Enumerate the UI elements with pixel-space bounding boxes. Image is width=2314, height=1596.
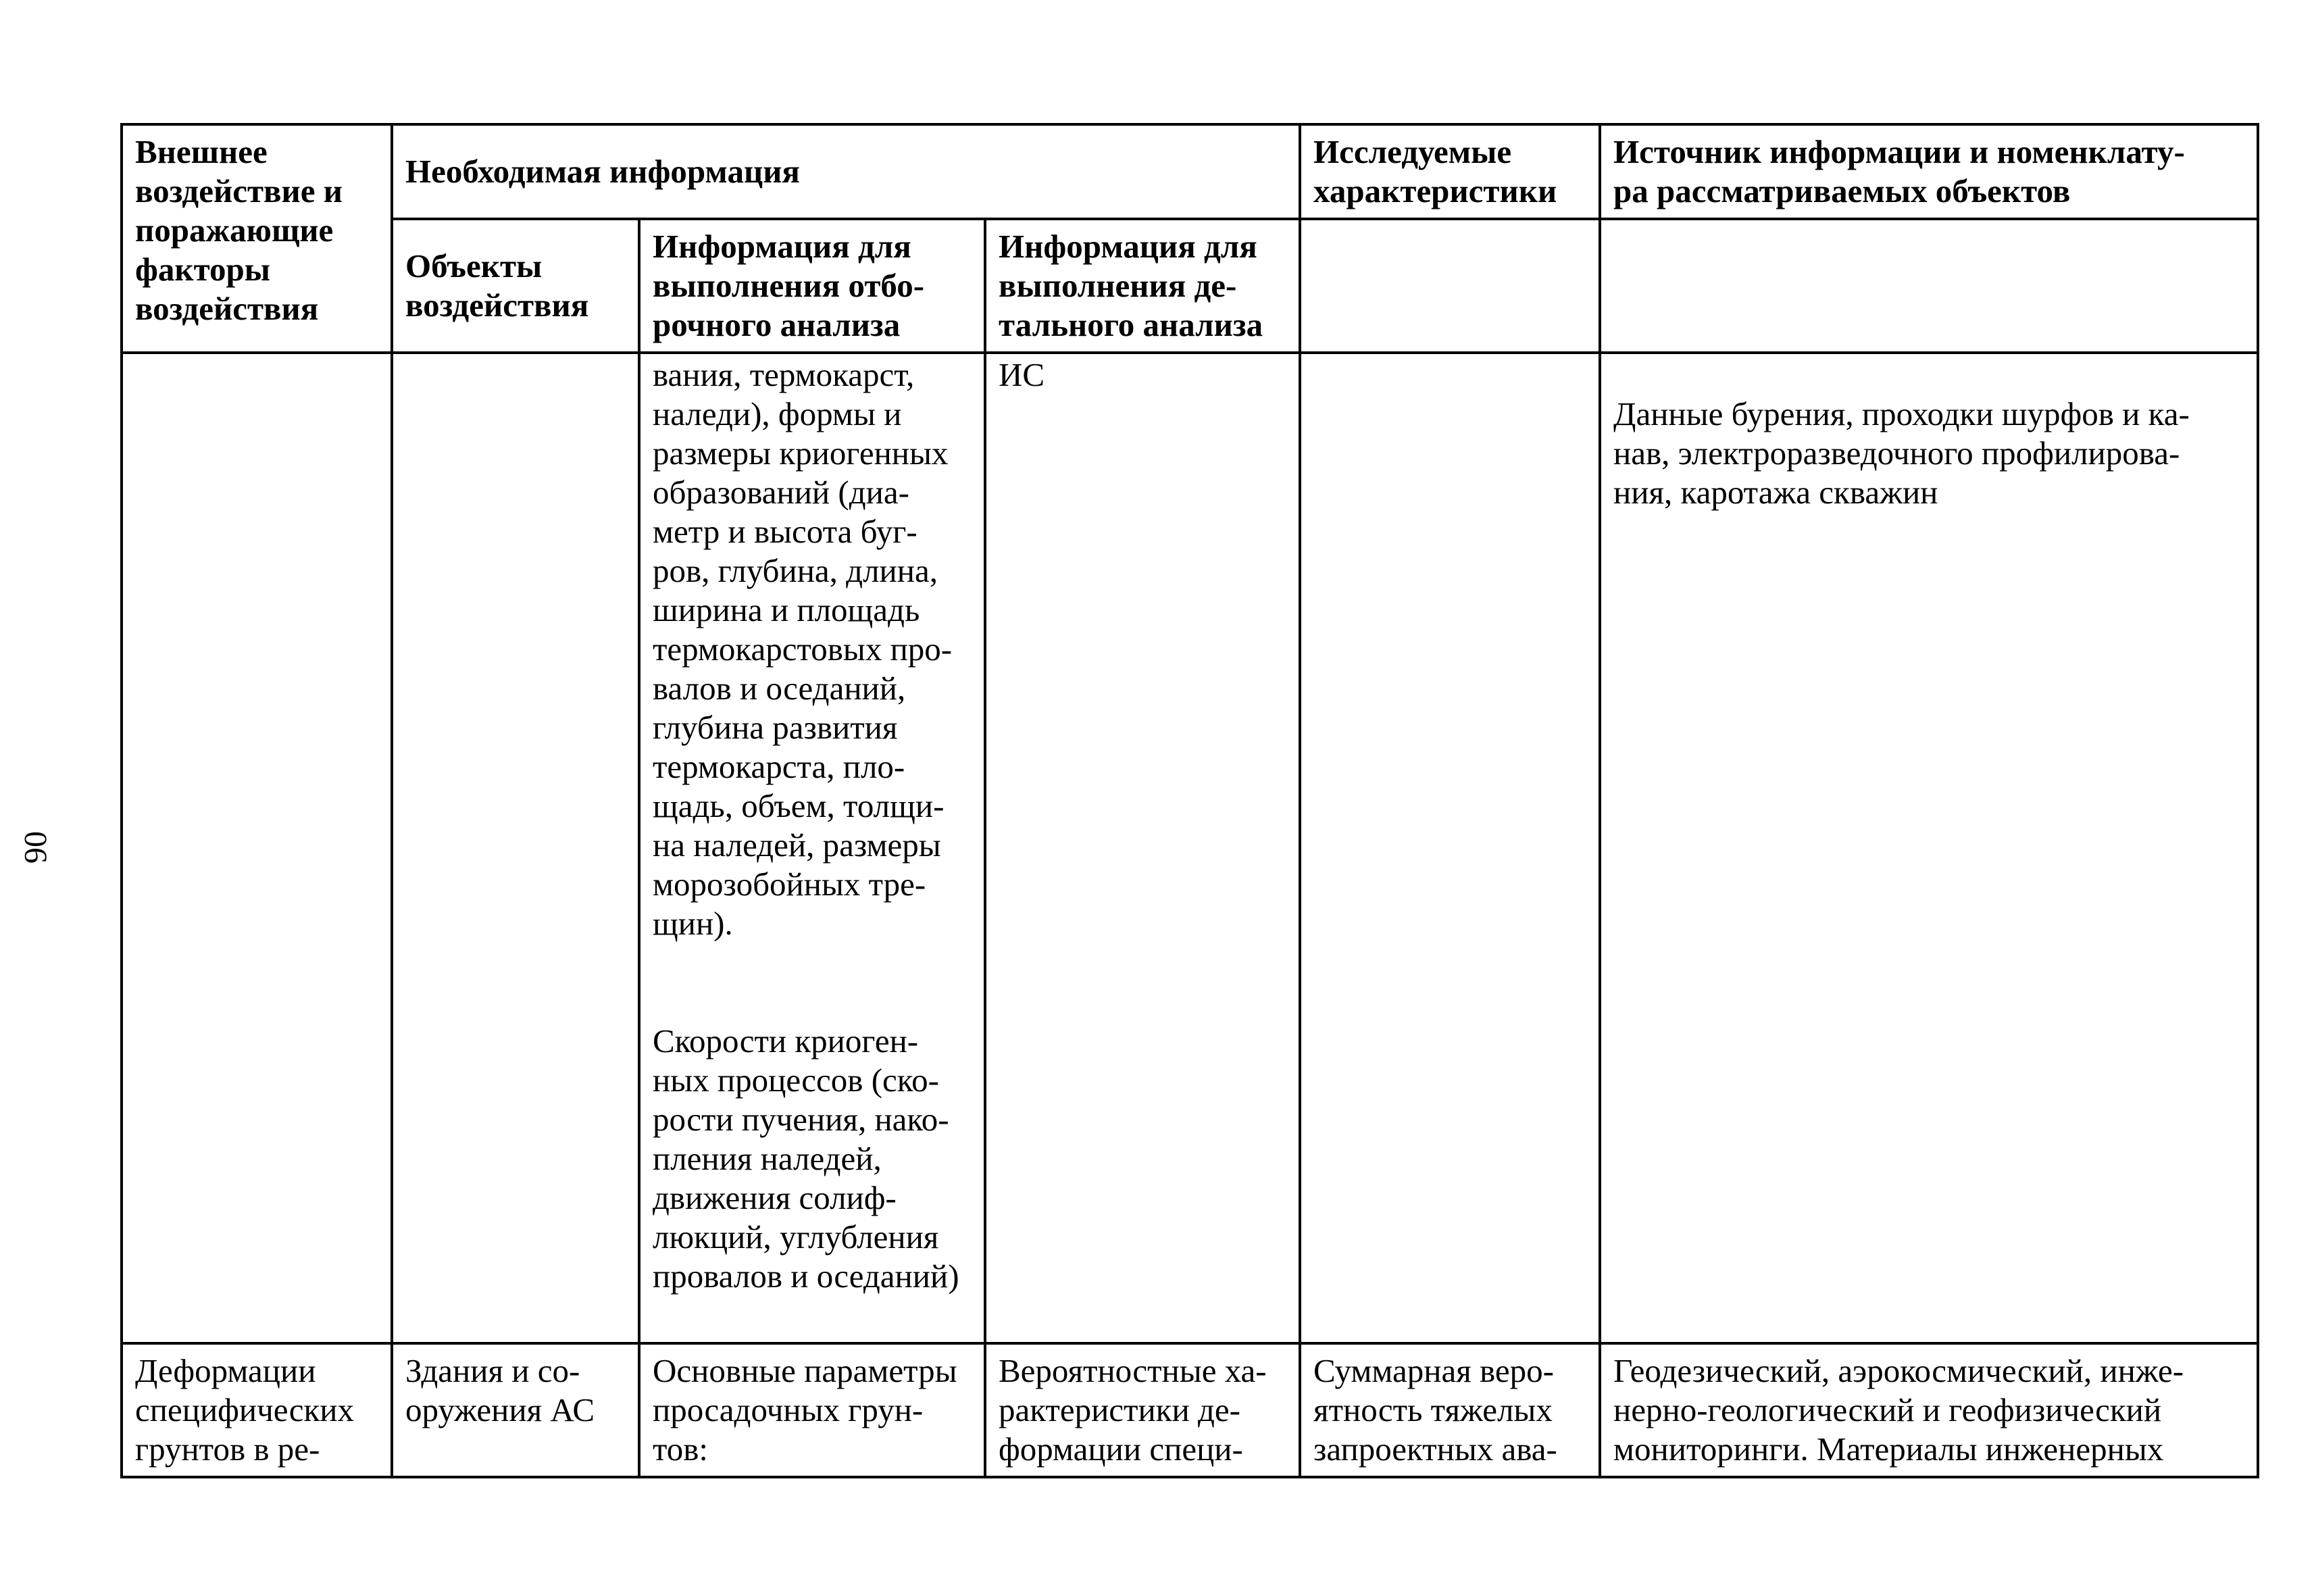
table-row-deformation (122, 1343, 2258, 1477)
table-row-continued (122, 353, 2258, 1343)
cell-continued-objects (392, 353, 639, 1343)
subheader-empty-col6 (1600, 219, 2258, 353)
header-external-impact: Внешнее воздействие и поражающие факторы воздействия (122, 124, 392, 353)
subheader-row (122, 219, 2258, 353)
header-necessary-information: Необходимая информация (392, 124, 1300, 219)
cell-deformation-objects: Здания и со- оружения АС (392, 1343, 639, 1477)
cell-deformation-impact: Деформации специфических грунтов в ре- (122, 1343, 392, 1477)
cell-continued-source: Данные бурения, проходки шурфов и ка- нав, электроразведочного профилирова- ния, каротажа скважин (1600, 353, 2258, 1343)
header-information-source: Источник информации и номенклату- ра рассматриваемых объектов (1600, 124, 2258, 219)
main-table (120, 123, 2259, 1478)
subheader-impact-objects: Объекты воздействия (392, 219, 639, 353)
cell-continued-detailed: ИС (985, 353, 1300, 1343)
cell-continued-screening: вания, термокарст, наледи), формы и размеры криогенных образований (диа- метр и высота буг- ров, глубина, длина, ширина и площадь термокарстовых про- валов и оседаний, глубина развития термокарста, пло- щадь, объем, толщи- на наледей, размеры морозобойных тре- щин). Скорости криоген- ных процессов (ско- рости пучения, нако- пления наледей, движения солиф- люкций, углубления провалов и оседаний) (639, 353, 985, 1343)
subheader-screening-analysis: Информация для выполнения отбо- рочного анализа (639, 219, 985, 353)
cell-deformation-source: Геодезический, аэрокосмический, инже- нерно-геологический и геофизический мониторинги. Материалы инженерных (1600, 1343, 2258, 1477)
cell-continued-characteristics (1300, 353, 1600, 1343)
cell-deformation-detailed: Вероятностные ха- рактеристики де- формации специ- (985, 1343, 1300, 1477)
page-number: 06 (18, 831, 53, 864)
cell-continued-impact (122, 353, 392, 1343)
cell-deformation-characteristics: Суммарная веро- ятность тяжелых запроектных ава- (1300, 1343, 1600, 1477)
subheader-detailed-analysis: Информация для выполнения де- тального анализа (985, 219, 1300, 353)
header-studied-characteristics: Исследуемые характеристики (1300, 124, 1600, 219)
cell-deformation-screening: Основные параметры просадочных грун- тов: (639, 1343, 985, 1477)
header-row (122, 124, 2258, 219)
paragraph-gap (653, 943, 972, 1022)
subheader-empty-col5 (1300, 219, 1600, 353)
